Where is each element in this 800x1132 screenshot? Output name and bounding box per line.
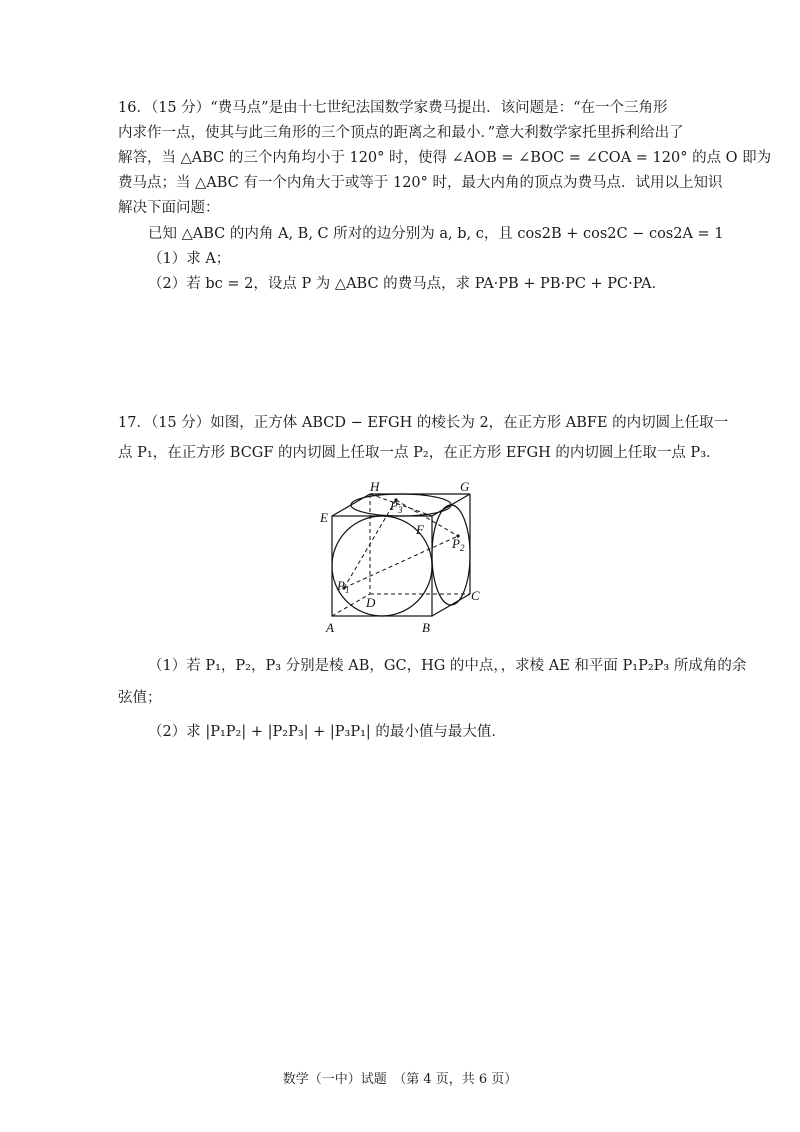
label-D: D <box>366 595 376 610</box>
label-F: F <box>416 522 424 537</box>
q16-given: 已知 △ABC 的内角 A, B, C 所对的边分别为 a, b, c，且 cos2B + cos2C − cos2A = 1 <box>148 226 724 242</box>
q17-part-1-line-2: 弦值； <box>118 690 162 706</box>
q17-line-1: 17．（15 分）如图，正方体 ABCD − EFGH 的棱长为 2，在正方形 ABFE 的内切圆上任取一 <box>118 415 729 431</box>
label-P3: $P_3$ <box>390 498 403 515</box>
q17-line-2: 点 P₁，在正方形 BCGF 的内切圆上任取一点 P₂，在正方形 EFGH 的内切圆上任取一点 P₃． <box>118 445 721 461</box>
q16-line-5: 解决下面问题： <box>118 200 220 216</box>
q16-line-1: 16．（15 分）“费马点”是由十七世纪法国数学家费马提出．该问题是：“在一个三角形 <box>118 100 668 116</box>
q16-part-1: （1）求 A； <box>148 251 231 267</box>
page-footer: 数学（一中）试题 （第 4 页，共 6 页） <box>282 1072 518 1087</box>
label-G: G <box>460 479 470 494</box>
q16-line-4: 费马点；当 △ABC 有一个内角大于或等于 120° 时，最大内角的顶点为费马点．试用以上知识 <box>118 175 723 191</box>
label-A: A <box>326 620 334 635</box>
segment-P1P2 <box>344 536 458 588</box>
q16-line-2: 内求作一点，使其与此三角形的三个顶点的距离之和最小．”意大利数学家托里拆利给出了 <box>118 125 684 141</box>
label-P2: $P_2$ <box>452 536 465 553</box>
right-incircle <box>432 505 470 605</box>
label-P1: $P_1$ <box>337 578 350 595</box>
label-B: B <box>422 620 430 635</box>
label-C: C <box>471 588 480 603</box>
q16-line-3: 解答，当 △ABC 的三个内角均小于 120° 时，使得 ∠AOB = ∠BOC = ∠COA = 120° 的点 O 即为 <box>118 150 772 166</box>
q17-part-1-line-1: （1）若 P₁，P₂，P₃ 分别是棱 AB，GC，HG 的中点，，求棱 AE 和平面 P₁P₂P₃ 所成角的余 <box>148 658 747 674</box>
q16-part-2: （2）若 bc = 2，设点 P 为 △ABC 的费马点，求 PA·PB + PB·PC + PC·PA． <box>148 276 667 292</box>
q17-part-2: （2）求 |P₁P₂| + |P₂P₃| + |P₃P₁| 的最小值与最大值． <box>148 724 506 740</box>
label-E: E <box>320 510 328 525</box>
cube-figure <box>300 476 510 646</box>
label-H: H <box>370 479 380 494</box>
